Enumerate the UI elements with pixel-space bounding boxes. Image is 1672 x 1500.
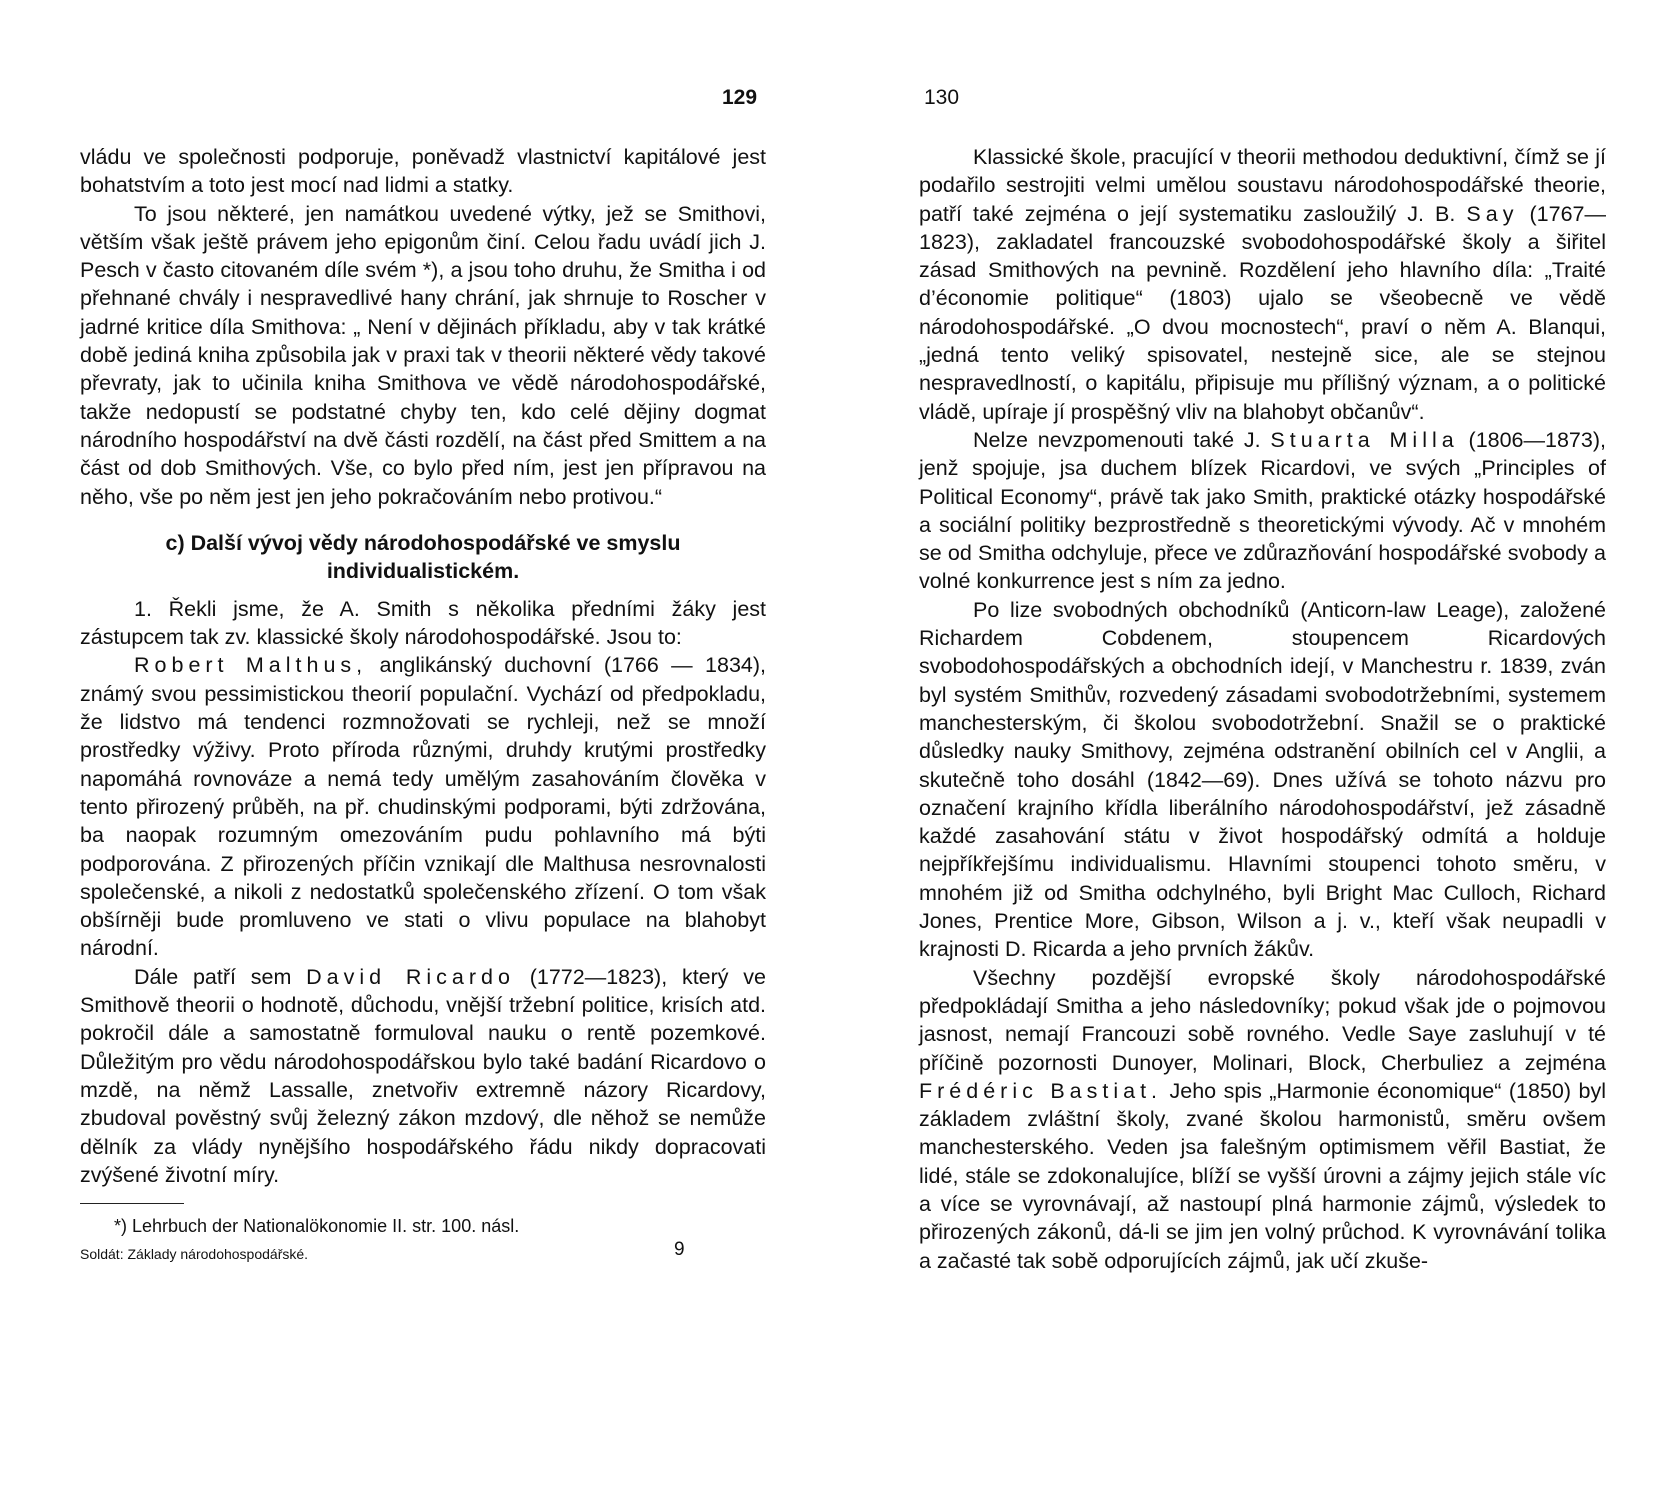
- left-text-column: [80, 143, 766, 1264]
- paragraph-text: Klassické škole, pracující v theorii methodou deduktivní, čímž se jí podařilo sestrojiti velmi umělou soustavu národohospodářské theorie, patří také zejména o její systematiku zasloužilý J. B.: [919, 145, 1606, 226]
- paragraph: 1. Řekli jsme, že A. Smith s několika předními žáky jest zástupcem tak zv. klassické školy národohospodářské. Jsou to:: [80, 596, 766, 650]
- person-name: Robert Malthus,: [134, 653, 368, 678]
- section-heading: c) Další vývoj vědy národohospodářské ve smyslu individualistickém.: [165, 530, 681, 583]
- paragraph-text: (1767—1823), zakladatel francouzské svobodohospodářské školy a šiřitel zásad Smithových na pevnině. Rozdělení jeho hlavního díla: „Traité d’économie politique“ (1803) ujalo se všeobecně ve vědě národohospodářské. „O dvou mocnostech“, praví o něm A. Blanqui, „jedná tento veliký spisovatel, nestejně sice, ale se stejnou nespravedlností, o kapitálu, připisuje mu přílišný význam, a o politické vládě, upíraje jí prospěšný vliv na blahobyt občanův“.: [919, 201, 1606, 424]
- paragraph: [919, 143, 1606, 426]
- paragraph: Po lize svobodných obchodníků (Anticorn-law Leage), založené Richardem Cobdenem, stoupencem Ricardových svobodohospodářských a obchodních idejí, v Manchestru r. 1839, zván byl systém Smithův, rozvedený zásadami svobodotržebními, systemem manchesterským, či školou svobodotržební. Snažil se o praktické důsledky nauky Smithovy, zejména odstranění obilních cel v Anglii, a skutečně toho dosáhl (1842—69). Dnes užívá se tohoto názvu pro označení krajního křídla liberálního národohospodářství, jež zásadně každé zasahování státu v život hospodářský odmítá a holduje nejpříkřejšímu individualismu. Hlavními stoupenci tohoto směru, v mnohém již od Smitha odchylného, byli Bright Mac Culloch, Richard Jones, Prentice More, Gibson, Wilson a j. v., kteří však neupadli v krajnosti D. Ricarda a jeho prvních žákův.: [919, 597, 1606, 962]
- right-page: [836, 0, 1672, 1500]
- paragraph-text: Všechny pozdější evropské školy národohospodářské předpokládají Smitha a jeho následovníky; pokud však jde o pojmovou jasnost, nemají Francouzi sobě rovného. Vedle Saye zasluhují v té příčině pozornosti Dunoyer, Molinari, Block, Cherbuliez a zejména: [919, 965, 1606, 1075]
- signature-line: [80, 1239, 766, 1264]
- paragraph: [80, 963, 766, 1189]
- right-text-column: [919, 143, 1606, 1275]
- paragraph: vládu ve společnosti podporuje, poněvadž vlastnictví kapitálové jest bohatstvím a toto jest mocí nad lidmi a statky.: [80, 145, 766, 198]
- paragraph: [919, 426, 1606, 596]
- footnote: *) Lehrbuch der Nationalökonomie II. str. 100. násl.: [114, 1216, 520, 1237]
- paragraph-text: (1806—1873), jenž spojuje, jsa duchem blízek Ricardovi, ve svých „Principles of Political Economy“, právě tak jako Smith, praktické otázky hospodářské a sociální politiky bezprostředně s theoretickými vývody. Ač v mnohém se od Smitha odchyluje, přece ve zdůrazňování hospodářské svobody a volné konkurrence jest s ním za jedno.: [919, 427, 1606, 594]
- book-signature: Soldát: Základy národohospodářské.: [80, 1246, 309, 1263]
- paragraph-text: Dále patří sem: [134, 964, 307, 989]
- sheet-number: 9: [674, 1239, 685, 1261]
- footnote-divider: [80, 1203, 184, 1204]
- page-number: 129: [722, 86, 758, 109]
- person-name: Frédéric Bastiat.: [919, 1078, 1163, 1103]
- person-name: Say: [1466, 201, 1519, 226]
- paragraph-text: (1772—1823), který ve Smithově theorii o hodnotě, důchodu, vnější tržební politice, krisích atd. pokročil dále a samostatně formuloval nauku o rentě pozemkové. Důležitým pro vědu národohospodářskou bylo také badání Ricardovo o mzdě, na němž Lassalle, znetvořiv extremně názory Ricardovy, zbudoval pověstný svůj železný zákon mzdový, dle něhož se nemůže dělník za vlády nynějšího hospodářského řádu nikdy dopracovati zvýšené životní míry.: [80, 964, 767, 1187]
- paragraph: [919, 964, 1606, 1275]
- paragraph: To jsou některé, jen namátkou uvedené výtky, jež se Smithovi, větším však ještě právem jeho epigonům činí. Celou řadu uvádí jich J. Pesch v často citovaném díle svém *), a jsou toho druhu, že Smitha i od přehnané chvály i nespravedlivé hany chrání, jak shrnuje to Roscher v jadrné kritice díla Smithova: „ Není v dějinách příkladu, aby v tak krátké době jediná kniha způsobila jak v praxi tak v theorii některé vědy takové převraty, jak to učinila kniha Smithova ve vědě národohospodářské, takže nedopustí se podstatné chyby ten, kdo celé dějiny dogmat národního hospodářství na dvě části rozdělí, na část před Smittem a na část od dob Smithových. Vše, co bylo před ním, jest jen přípravou na něho, vše po něm jest jen jeho pokračováním nebo protivou.“: [80, 201, 766, 509]
- page-number: 130: [924, 86, 960, 109]
- person-name: David Ricardo: [306, 964, 515, 989]
- paragraph-text: Jeho spis „Harmonie économique“ (1850) byl základem zvláštní školy, zvané školou harmonistů, směru ovšem manchesterského. Veden jsa falešným optimismem věřil Bastiat, že lidé, stále se zdokonalujíce, blíží se vyšší úrovni a zájmy jejich stále víc a více se vyrovnávají, až nastoupí plná harmonie zájmů, výsledek to přirozených zákonů, dá-li se jim jen volný průchod. K vyrovnávání tolika a začasté tak sobě odporujících zájmů, jak učí zkuše-: [919, 1078, 1606, 1273]
- paragraph-text: Nelze nevzpomenouti také J.: [973, 427, 1271, 452]
- paragraph: [80, 651, 766, 962]
- paragraph-text: anglikánský duchovní (1766 — 1834), známý svou pessimistickou theorií populační. Vychází od předpokladu, že lidstvo má tendenci rozmnožovati se rychleji, než se množí prostředky výživy. Proto příroda různými, druhdy krutými prostředky napomáhá rovnováze a nemá tedy umělým zasahováním člověka v tento přirozený průběh, na př. chudinskými podporami, býti zdržována, ba naopak rozumným omezováním pudu pohlavního má býti podporována. Z přirozených příčin vznikají dle Malthusa nesrovnalosti společenské, a nikoli z nedostatků společenského zřízení. O tom však obšírněji bude promluveno ve stati o vlivu populace na blahobyt národní.: [80, 653, 767, 961]
- person-name: Stuarta Milla: [1270, 427, 1459, 452]
